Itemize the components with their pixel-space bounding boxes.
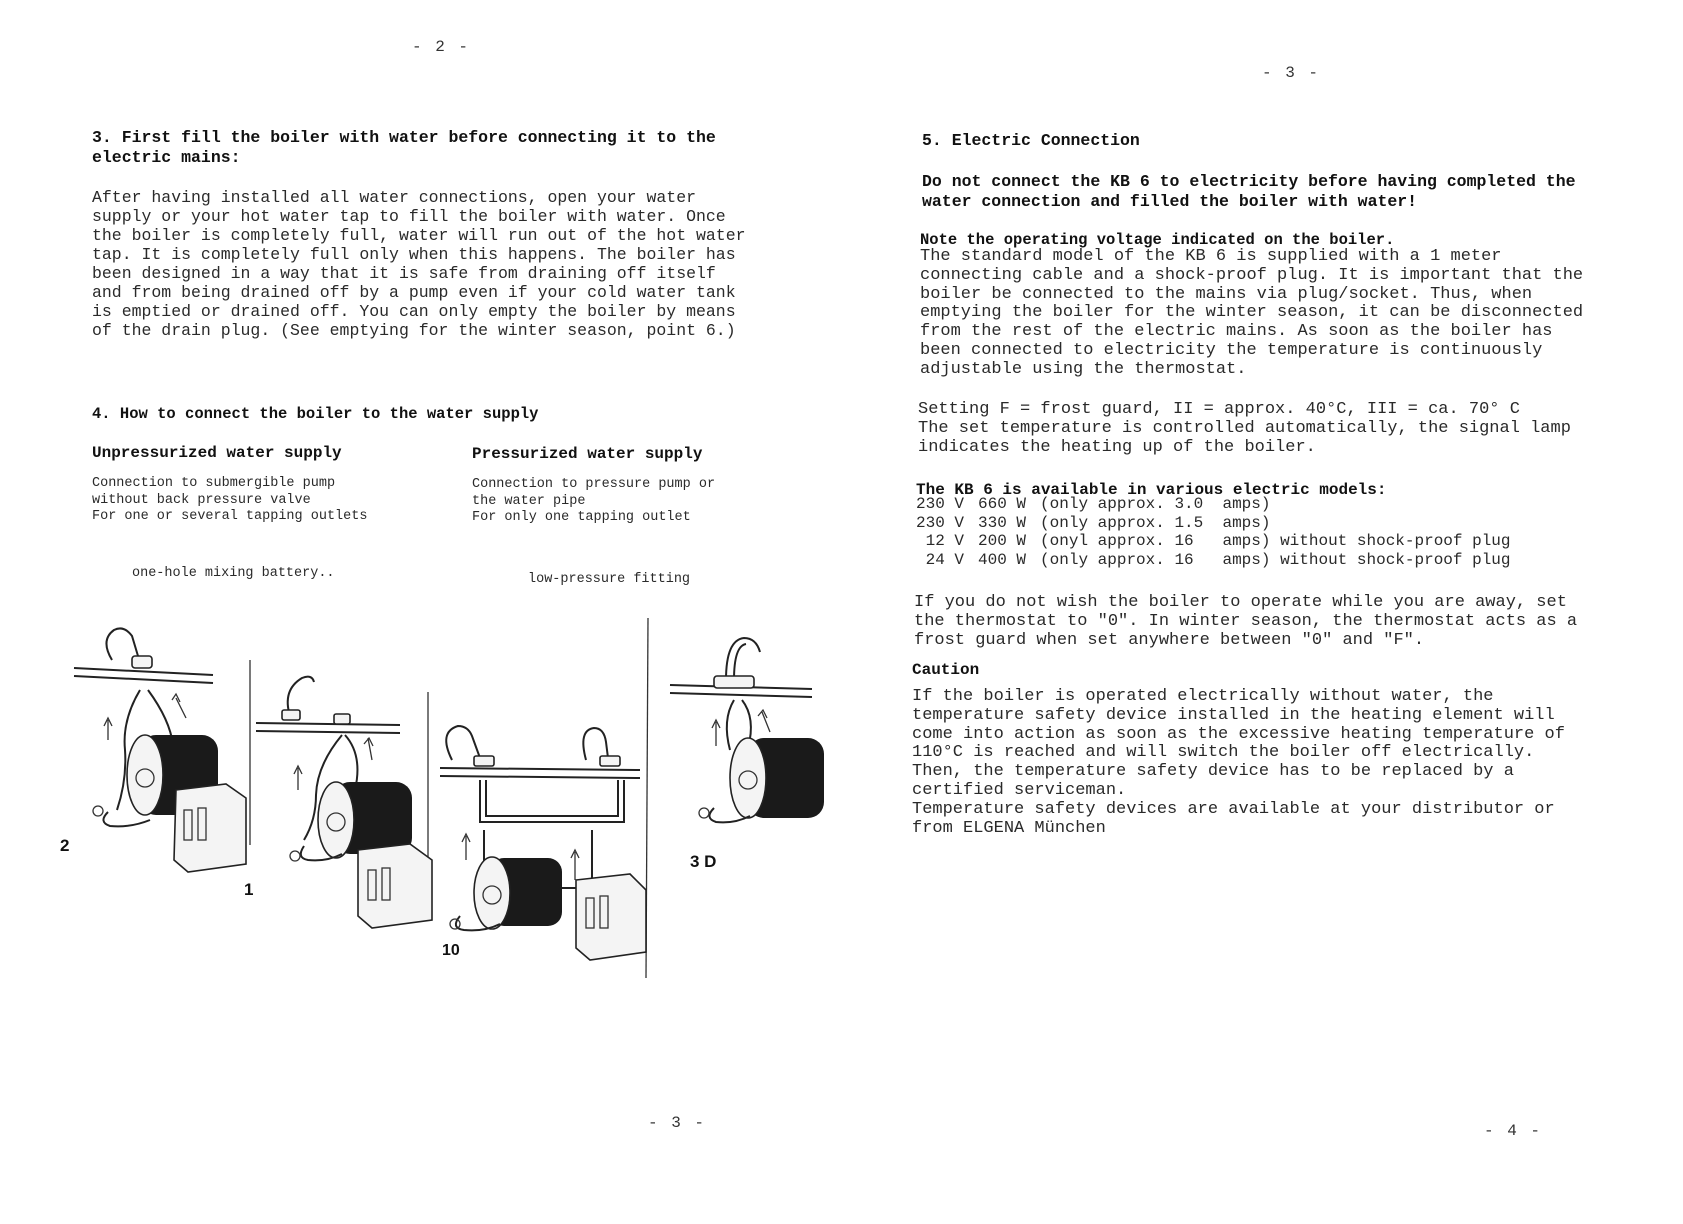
caution-heading: Caution [912, 661, 980, 679]
left-page-number-top: - 2 - [412, 38, 471, 56]
pressurized-body: Connection to pressure pump or the water pipe For only one tapping outlet [472, 477, 716, 525]
model-desc: (only approx. 16 amps) without shock-proof plug [1040, 550, 1511, 569]
setting-text: Setting F = frost guard, II = approx. 40°C, III = ca. 70° C The set temperature is controlled automatically, the signal lamp indicates the heating up of the boiler. [918, 400, 1571, 457]
left-page-number-bottom: - 3 - [648, 1114, 707, 1132]
note-heading: Note the operating voltage indicated on the boiler. [920, 231, 1395, 249]
figure-3d-illustration [670, 638, 824, 822]
caution-body: If the boiler is operated electrically without water, the temperature safety device installed in the heating element will come into action as soon as the excessive heating temperature of 110°C is reached and will switch the boiler off electrically. Then, the temperature safety device has to be replaced by a certified serviceman. Temperature safety devices are available at your distributor or from ELGENA München [912, 687, 1565, 838]
figure-label-10: 10 [442, 942, 460, 959]
figure-1-illustration [256, 677, 432, 928]
electric-warning: Do not connect the KB 6 to electricity before having completed the water connection and filled the boiler with water! [922, 172, 1576, 211]
model-desc: (only approx. 3.0 amps) [1040, 495, 1271, 513]
model-desc: (only approx. 1.5 amps) [1040, 513, 1271, 532]
section-3-body: After having installed all water connections, open your water supply or your hot water tap to fill the boiler with water. Once the boiler is completely full, water will run out of the hot water tap. It is completely full only when this happens. The boiler has been designed in a way that it is safe from draining off itself and from being drained off by a pump even if your cold water tank is emptied or drained off. You can only empty the boiler by means of the drain plug. (See emptying for the winter season, point 6.) [92, 188, 746, 340]
right-page-number-bottom: - 4 - [1484, 1122, 1543, 1140]
section-4-heading: 4. How to connect the boiler to the water supply [92, 405, 539, 423]
models-heading: The KB 6 is available in various electric models: [916, 481, 1387, 499]
model-watts: 330 W [978, 513, 1027, 532]
section-3-heading: 3. First fill the boiler with water before connecting it to the electric mains: [92, 128, 716, 167]
pressurized-caption: low-pressure fitting [528, 572, 691, 587]
model-row [916, 514, 1525, 533]
section-5-heading: 5. Electric Connection [922, 131, 1140, 150]
model-row [916, 495, 1525, 514]
unpressurized-title: Unpressurized water supply [92, 444, 342, 462]
figure-label-3d: 3 D [690, 852, 717, 871]
away-text: If you do not wish the boiler to operate while you are away, set the thermostat to "0". In winter season, the thermostat acts as a frost guard when set anywhere between "0" and "F". [914, 593, 1578, 650]
note-body: The standard model of the KB 6 is supplied with a 1 meter connecting cable and a shock-proof plug. It is important that the boiler be connected to the mains via plug/socket. Thus, when emptying the boiler for the winter season, it can be disconnected from the rest of the electric mains. As soon as the boiler has been connected to electricity the temperature is continuously adjustable using the thermostat. [920, 247, 1584, 379]
model-voltage: 24 V [916, 550, 965, 569]
model-desc: (onyl approx. 16 amps) without shock-proof plug [1040, 532, 1511, 551]
model-row [916, 532, 1525, 551]
figure-2-illustration [74, 628, 246, 872]
model-row [916, 551, 1525, 570]
figure-label-1: 1 [244, 880, 254, 899]
unpressurized-body: Connection to submergible pump without back pressure valve For one or several tapping outlets [92, 476, 368, 524]
model-watts: 200 W [978, 532, 1027, 551]
model-voltage: 230 V [916, 513, 965, 532]
model-voltage: 12 V [916, 532, 965, 551]
model-watts: 400 W [978, 550, 1027, 569]
pressurized-title: Pressurized water supply [472, 445, 703, 463]
right-page-number-top: - 3 - [1262, 64, 1321, 82]
model-voltage: 230 V [916, 495, 965, 513]
model-watts: 660 W [978, 495, 1027, 513]
unpressurized-caption: one-hole mixing battery.. [132, 566, 335, 581]
electric-models-table [916, 495, 1525, 569]
figure-label-2: 2 [60, 836, 70, 855]
figure-10-illustration [440, 726, 646, 960]
